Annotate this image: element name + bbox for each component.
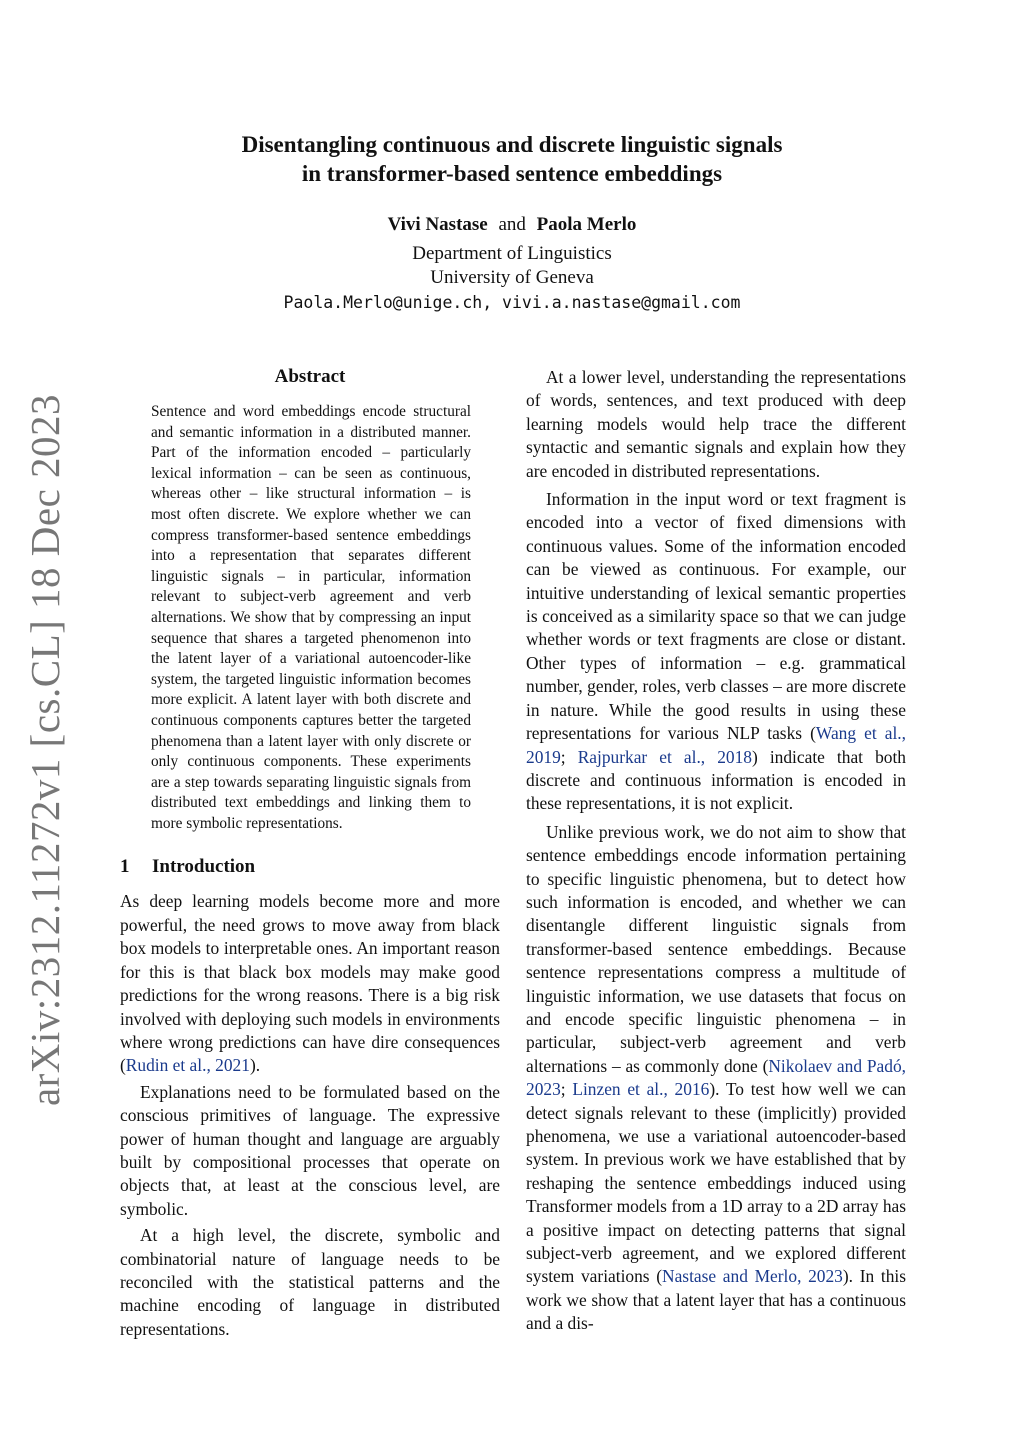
paragraph-text: ; (560, 746, 578, 767)
abstract-text: Sentence and word embeddings encode structural and semantic information in a distributed manner. Part of the information encoded – particularly lexical information – can be seen as continuous, whereas other – like structural information – is most often discrete. We explore whether we can compress transformer-based sentence embeddings into a representation that separates different linguistic signals – in particular, information relevant to subject-verb agreement and verb alternations. We show that by compressing an input sequence that shares a targeted phenomenon into the latent layer of a variational autoencoder-like system, the targeted linguistic information becomes more explicit. A latent layer with both discrete and continuous components captures better the targeted phenomena than a latent layer with only discrete or only continuous components. These experiments are a step towards separating linguistic signals from distributed text embeddings and linking them to more symbolic representations. (151, 403, 471, 832)
citation-link[interactable]: Nastase and Merlo, 2023 (662, 1266, 843, 1287)
paper-title-line-1: Disentangling continuous and discrete linguistic signals (241, 132, 783, 157)
right-column (526, 366, 906, 1336)
paragraph-text: ). (249, 1055, 261, 1076)
citation-link[interactable]: Wang et al., 2019 (526, 723, 907, 767)
paper-title-line-2: in transformer-based sentence embeddings (301, 161, 723, 186)
intro-paragraph-5 (526, 488, 906, 816)
paragraph-text: ; (560, 1079, 573, 1100)
section-title: Introduction (152, 856, 256, 878)
author-separator: and (498, 214, 526, 235)
paragraph-text: As deep learning models become more and more powerful, the need grows to move away from black box models to interpretable ones. An important reason for this is that black box models may make good predictions for the wrong reasons. There is a big risk involved with deploying such models in environments where wrong predictions can have dire consequences ( (120, 891, 500, 1076)
citation-link[interactable]: Rudin et al., 2021 (125, 1055, 250, 1076)
affiliation-department: Department of Linguistics (412, 243, 612, 264)
abstract-heading: Abstract (274, 366, 346, 387)
arxiv-identifier-text: arXiv:2312.11272v1 [cs.CL] 18 Dec 2023 (22, 393, 69, 1107)
title-block (0, 130, 1024, 316)
paragraph-text: ) indicate that both discrete and continuous information is encoded in these representations, it is not explicit. (526, 746, 906, 814)
affiliation-university: University of Geneva (430, 267, 594, 288)
paragraph-text: Unlike previous work, we do not aim to show that sentence embeddings encode information pertaining to specific linguistic phenomena, but to detect how such information is encoded, and whether we can disentangle different linguistic signals from transformer-based sentence embeddings. Because sentence representations compress a multitude of linguistic information, we use datasets that focus on and encode specific linguistic phenomena – in particular, subject-verb agreement and verb alternations – as commonly done ( (526, 821, 906, 1076)
author-name: Paola Merlo (536, 214, 637, 235)
citation-link[interactable]: Nikolaev and Padó, 2023 (526, 1055, 906, 1100)
citation-link[interactable]: Linzen et al., 2016 (572, 1079, 710, 1100)
left-column (120, 366, 500, 1341)
intro-paragraph-2: Explanations need to be formulated based on the conscious primitives of language. The expressive power of human thought and language are arguably built by compositional processes that operate on objects that, at least at the conscious level, are symbolic. (120, 1081, 500, 1219)
citation-link[interactable]: Rajpurkar et al., 2018 (577, 746, 752, 767)
section-number: 1 (120, 856, 130, 878)
author-emails: Paola.Merlo@unige.ch, vivi.a.nastase@gmail.com (283, 293, 741, 312)
section-heading-introduction (120, 856, 500, 878)
intro-paragraph-3: At a high level, the discrete, symbolic and combinatorial nature of language needs to be reconciled with the statistical patterns and the machine encoding of language in distributed representations. (120, 1225, 500, 1339)
intro-paragraph-4: At a lower level, understanding the representations of words, sentences, and text produced with deep learning models would help trace the different syntactic and semantic signals and explain how they are encoded in distributed representations. (526, 367, 906, 481)
author-name: Vivi Nastase (387, 214, 488, 235)
paragraph-text: Information in the input word or text fragment is encoded into a vector of fixed dimensions with continuous values. Some of the information encoded can be viewed as continuous. For example, our intuitive understanding of lexical semantic properties is conceived as a similarity space so that we can judge whether words or text fragments are close or distant. Other types of information – e.g. grammatical number, gender, roles, verb classes – are more discrete in nature. While the good results in using these representations for various NLP tasks ( (526, 489, 906, 744)
arxiv-identifier-stamp (10, 393, 80, 1107)
intro-paragraph-6 (526, 821, 906, 1336)
author-line (0, 214, 1024, 236)
intro-paragraph-1 (120, 890, 500, 1077)
paragraph-text: ). In this work we show that a latent layer that has a continuous and a dis- (526, 1266, 906, 1334)
paragraph-text: ). To test how well we can detect signals relevant to these (implicitly) provided phenomena, we use a variational autoencoder-based system. In previous work we have established that by reshaping the sentence embeddings induced using Transformer models from a 1D array to a 2D array has a positive impact on detecting patterns that signal subject-verb agreement, and we explored different system variations ( (526, 1079, 907, 1287)
